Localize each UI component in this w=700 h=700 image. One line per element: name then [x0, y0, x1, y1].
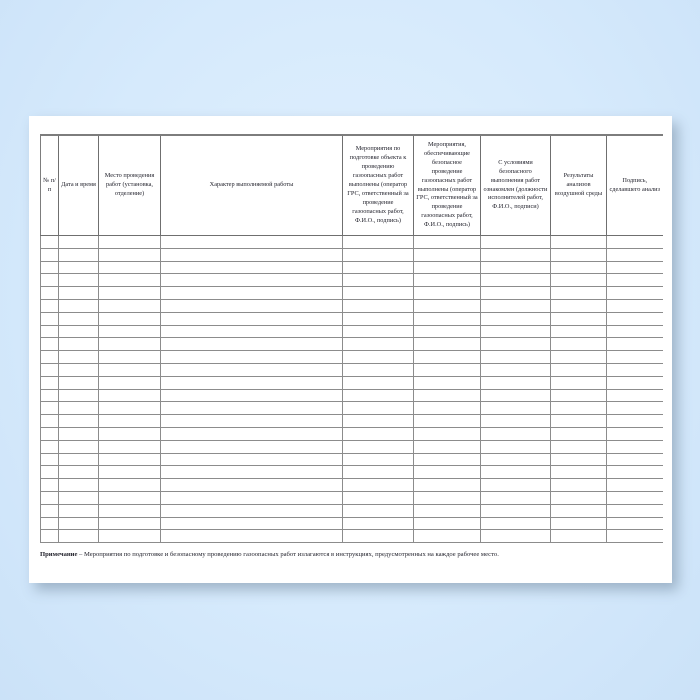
empty-cell-work-nature	[161, 325, 343, 338]
empty-cell-num	[41, 479, 59, 492]
empty-cell-place	[99, 363, 161, 376]
empty-cell-num	[41, 287, 59, 300]
empty-cell-num	[41, 466, 59, 479]
empty-cell-prep-measures	[343, 248, 414, 261]
table-row	[41, 479, 663, 492]
gas-work-log-table	[40, 134, 663, 543]
empty-cell-analyst-sign	[607, 236, 663, 249]
empty-cell-analyst-sign	[607, 338, 663, 351]
empty-cell-acknowledged	[481, 466, 551, 479]
footnote-separator: –	[77, 551, 84, 558]
table-row	[41, 453, 663, 466]
empty-cell-safety-measures	[414, 312, 481, 325]
empty-cell-safety-measures	[414, 261, 481, 274]
empty-cell-acknowledged	[481, 338, 551, 351]
column-header-num: № п/п	[41, 135, 59, 236]
empty-cell-air-analysis	[551, 376, 607, 389]
empty-cell-work-nature	[161, 453, 343, 466]
empty-cell-acknowledged	[481, 261, 551, 274]
empty-cell-place	[99, 466, 161, 479]
empty-cell-analyst-sign	[607, 287, 663, 300]
empty-cell-date-time	[59, 440, 99, 453]
empty-cell-analyst-sign	[607, 389, 663, 402]
empty-cell-date-time	[59, 517, 99, 530]
empty-cell-safety-measures	[414, 351, 481, 364]
empty-cell-work-nature	[161, 517, 343, 530]
empty-cell-acknowledged	[481, 351, 551, 364]
empty-cell-date-time	[59, 338, 99, 351]
empty-cell-work-nature	[161, 491, 343, 504]
empty-cell-analyst-sign	[607, 491, 663, 504]
empty-cell-date-time	[59, 287, 99, 300]
empty-cell-place	[99, 453, 161, 466]
empty-cell-date-time	[59, 236, 99, 249]
empty-cell-acknowledged	[481, 376, 551, 389]
empty-cell-num	[41, 351, 59, 364]
column-header-acknowledged: С условиями безопасного выполнения работ ознакомлен (должности исполнителей работ, Ф.И.О., подписи)	[481, 135, 551, 236]
empty-cell-air-analysis	[551, 236, 607, 249]
empty-cell-air-analysis	[551, 491, 607, 504]
empty-cell-prep-measures	[343, 363, 414, 376]
empty-cell-date-time	[59, 325, 99, 338]
column-header-analyst-sign: Подпись, сделавшего анализ	[607, 135, 663, 236]
empty-cell-analyst-sign	[607, 312, 663, 325]
empty-cell-prep-measures	[343, 517, 414, 530]
column-header-prep-measures: Мероприятия по подготовке объекта к проведению газоопасных работ выполнены (оператор ГРС, ответственный за проведение газоопасных работ, Ф.И.О., подпись)	[343, 135, 414, 236]
empty-cell-place	[99, 415, 161, 428]
empty-cell-safety-measures	[414, 517, 481, 530]
empty-cell-date-time	[59, 504, 99, 517]
empty-cell-prep-measures	[343, 312, 414, 325]
empty-cell-safety-measures	[414, 274, 481, 287]
table-row	[41, 261, 663, 274]
empty-cell-safety-measures	[414, 491, 481, 504]
empty-cell-work-nature	[161, 530, 343, 543]
empty-cell-analyst-sign	[607, 402, 663, 415]
empty-cell-place	[99, 274, 161, 287]
empty-cell-safety-measures	[414, 376, 481, 389]
empty-cell-analyst-sign	[607, 325, 663, 338]
empty-cell-air-analysis	[551, 312, 607, 325]
empty-cell-work-nature	[161, 274, 343, 287]
empty-cell-num	[41, 363, 59, 376]
empty-cell-acknowledged	[481, 415, 551, 428]
empty-cell-analyst-sign	[607, 351, 663, 364]
empty-cell-num	[41, 299, 59, 312]
empty-cell-safety-measures	[414, 427, 481, 440]
empty-cell-num	[41, 338, 59, 351]
empty-cell-air-analysis	[551, 325, 607, 338]
empty-cell-num	[41, 453, 59, 466]
table-row	[41, 299, 663, 312]
empty-cell-date-time	[59, 479, 99, 492]
empty-cell-num	[41, 312, 59, 325]
empty-cell-air-analysis	[551, 351, 607, 364]
empty-cell-air-analysis	[551, 338, 607, 351]
empty-cell-air-analysis	[551, 504, 607, 517]
footnote-label: Примечание	[40, 551, 78, 558]
empty-cell-safety-measures	[414, 479, 481, 492]
empty-cell-num	[41, 376, 59, 389]
empty-cell-acknowledged	[481, 325, 551, 338]
empty-cell-analyst-sign	[607, 248, 663, 261]
table-row	[41, 427, 663, 440]
empty-cell-date-time	[59, 376, 99, 389]
empty-cell-num	[41, 402, 59, 415]
empty-cell-acknowledged	[481, 440, 551, 453]
empty-cell-work-nature	[161, 312, 343, 325]
empty-cell-analyst-sign	[607, 363, 663, 376]
empty-cell-work-nature	[161, 479, 343, 492]
table-row	[41, 363, 663, 376]
empty-cell-prep-measures	[343, 479, 414, 492]
empty-cell-air-analysis	[551, 415, 607, 428]
empty-cell-date-time	[59, 453, 99, 466]
empty-cell-air-analysis	[551, 363, 607, 376]
empty-cell-prep-measures	[343, 338, 414, 351]
empty-cell-analyst-sign	[607, 299, 663, 312]
empty-cell-work-nature	[161, 415, 343, 428]
table-row	[41, 376, 663, 389]
empty-cell-acknowledged	[481, 479, 551, 492]
footnote-text: Мероприятия по подготовке и безопасному проведению газоопасных работ излагаются в инструкциях, предусмотренных на каждое рабочее место.	[83, 551, 499, 558]
empty-cell-place	[99, 248, 161, 261]
table-row	[41, 287, 663, 300]
empty-cell-num	[41, 248, 59, 261]
empty-cell-air-analysis	[551, 453, 607, 466]
empty-cell-work-nature	[161, 466, 343, 479]
empty-cell-work-nature	[161, 376, 343, 389]
empty-cell-acknowledged	[481, 491, 551, 504]
column-header-work-nature: Характер выполняемой работы	[161, 135, 343, 236]
empty-cell-date-time	[59, 351, 99, 364]
empty-cell-num	[41, 530, 59, 543]
empty-cell-prep-measures	[343, 466, 414, 479]
empty-cell-date-time	[59, 248, 99, 261]
empty-cell-air-analysis	[551, 261, 607, 274]
empty-cell-place	[99, 299, 161, 312]
empty-cell-acknowledged	[481, 517, 551, 530]
empty-cell-safety-measures	[414, 363, 481, 376]
empty-cell-acknowledged	[481, 274, 551, 287]
empty-cell-air-analysis	[551, 389, 607, 402]
empty-cell-acknowledged	[481, 236, 551, 249]
table-row	[41, 312, 663, 325]
empty-cell-prep-measures	[343, 351, 414, 364]
empty-cell-analyst-sign	[607, 530, 663, 543]
empty-cell-place	[99, 287, 161, 300]
empty-cell-work-nature	[161, 248, 343, 261]
empty-cell-num	[41, 517, 59, 530]
empty-cell-analyst-sign	[607, 479, 663, 492]
empty-cell-analyst-sign	[607, 453, 663, 466]
column-header-date-time: Дата и время	[59, 135, 99, 236]
empty-cell-air-analysis	[551, 299, 607, 312]
empty-cell-date-time	[59, 274, 99, 287]
empty-cell-place	[99, 517, 161, 530]
empty-cell-work-nature	[161, 299, 343, 312]
empty-cell-air-analysis	[551, 466, 607, 479]
empty-cell-air-analysis	[551, 440, 607, 453]
table-row	[41, 402, 663, 415]
empty-cell-num	[41, 261, 59, 274]
empty-cell-place	[99, 389, 161, 402]
column-header-place: Место проведения работ (установка, отделение)	[99, 135, 161, 236]
column-header-air-analysis: Результаты анализов воздушной среды	[551, 135, 607, 236]
empty-cell-num	[41, 389, 59, 402]
empty-cell-prep-measures	[343, 504, 414, 517]
empty-cell-work-nature	[161, 261, 343, 274]
empty-cell-place	[99, 504, 161, 517]
empty-cell-acknowledged	[481, 427, 551, 440]
empty-cell-prep-measures	[343, 287, 414, 300]
empty-cell-prep-measures	[343, 402, 414, 415]
empty-cell-analyst-sign	[607, 517, 663, 530]
empty-cell-safety-measures	[414, 325, 481, 338]
table-row	[41, 530, 663, 543]
empty-cell-prep-measures	[343, 274, 414, 287]
empty-cell-analyst-sign	[607, 440, 663, 453]
empty-cell-analyst-sign	[607, 376, 663, 389]
table-row	[41, 466, 663, 479]
empty-cell-air-analysis	[551, 287, 607, 300]
table-row	[41, 440, 663, 453]
table-row	[41, 248, 663, 261]
empty-cell-acknowledged	[481, 248, 551, 261]
empty-cell-place	[99, 325, 161, 338]
empty-cell-num	[41, 325, 59, 338]
empty-cell-date-time	[59, 389, 99, 402]
empty-cell-prep-measures	[343, 261, 414, 274]
empty-cell-date-time	[59, 312, 99, 325]
empty-cell-prep-measures	[343, 389, 414, 402]
empty-cell-air-analysis	[551, 530, 607, 543]
empty-cell-acknowledged	[481, 299, 551, 312]
empty-cell-place	[99, 312, 161, 325]
empty-cell-num	[41, 504, 59, 517]
empty-cell-date-time	[59, 261, 99, 274]
empty-cell-work-nature	[161, 440, 343, 453]
empty-cell-work-nature	[161, 427, 343, 440]
empty-cell-safety-measures	[414, 415, 481, 428]
empty-cell-safety-measures	[414, 504, 481, 517]
empty-cell-place	[99, 479, 161, 492]
empty-cell-work-nature	[161, 351, 343, 364]
empty-cell-safety-measures	[414, 389, 481, 402]
empty-cell-date-time	[59, 530, 99, 543]
document-page	[29, 116, 672, 583]
empty-cell-num	[41, 274, 59, 287]
empty-cell-date-time	[59, 415, 99, 428]
empty-cell-analyst-sign	[607, 466, 663, 479]
empty-cell-num	[41, 440, 59, 453]
empty-cell-prep-measures	[343, 299, 414, 312]
empty-cell-analyst-sign	[607, 415, 663, 428]
empty-cell-num	[41, 491, 59, 504]
empty-cell-acknowledged	[481, 504, 551, 517]
table-row	[41, 517, 663, 530]
empty-cell-place	[99, 440, 161, 453]
empty-cell-place	[99, 402, 161, 415]
table-row	[41, 338, 663, 351]
empty-cell-prep-measures	[343, 236, 414, 249]
table-row	[41, 491, 663, 504]
empty-cell-prep-measures	[343, 325, 414, 338]
empty-cell-analyst-sign	[607, 504, 663, 517]
table-row	[41, 351, 663, 364]
empty-cell-air-analysis	[551, 248, 607, 261]
empty-cell-place	[99, 427, 161, 440]
empty-cell-place	[99, 351, 161, 364]
empty-cell-safety-measures	[414, 299, 481, 312]
empty-cell-prep-measures	[343, 453, 414, 466]
empty-cell-analyst-sign	[607, 427, 663, 440]
empty-cell-safety-measures	[414, 248, 481, 261]
table-row	[41, 325, 663, 338]
empty-cell-safety-measures	[414, 402, 481, 415]
empty-cell-safety-measures	[414, 466, 481, 479]
empty-cell-acknowledged	[481, 363, 551, 376]
empty-cell-date-time	[59, 466, 99, 479]
empty-cell-date-time	[59, 299, 99, 312]
empty-cell-work-nature	[161, 402, 343, 415]
empty-cell-place	[99, 236, 161, 249]
empty-cell-air-analysis	[551, 274, 607, 287]
empty-cell-safety-measures	[414, 287, 481, 300]
empty-cell-analyst-sign	[607, 261, 663, 274]
empty-cell-safety-measures	[414, 236, 481, 249]
empty-cell-safety-measures	[414, 440, 481, 453]
empty-cell-air-analysis	[551, 479, 607, 492]
empty-cell-air-analysis	[551, 402, 607, 415]
empty-cell-work-nature	[161, 338, 343, 351]
column-header-safety-measures: Мероприятия, обеспечивающие безопасное проведение газоопасных работ выполнены (оператор ГРС, ответственный за проведение газоопасных работ, Ф.И.О., подпись)	[414, 135, 481, 236]
empty-cell-safety-measures	[414, 530, 481, 543]
empty-cell-work-nature	[161, 363, 343, 376]
empty-cell-acknowledged	[481, 312, 551, 325]
empty-cell-num	[41, 415, 59, 428]
empty-cell-place	[99, 261, 161, 274]
table-row	[41, 236, 663, 249]
empty-cell-safety-measures	[414, 453, 481, 466]
table-row	[41, 504, 663, 517]
empty-cell-acknowledged	[481, 287, 551, 300]
empty-cell-num	[41, 236, 59, 249]
empty-cell-work-nature	[161, 287, 343, 300]
empty-cell-acknowledged	[481, 402, 551, 415]
empty-cell-date-time	[59, 402, 99, 415]
empty-cell-prep-measures	[343, 491, 414, 504]
empty-cell-safety-measures	[414, 338, 481, 351]
empty-cell-date-time	[59, 363, 99, 376]
empty-cell-work-nature	[161, 236, 343, 249]
empty-cell-date-time	[59, 427, 99, 440]
empty-cell-place	[99, 530, 161, 543]
empty-cell-acknowledged	[481, 530, 551, 543]
empty-cell-acknowledged	[481, 389, 551, 402]
empty-cell-prep-measures	[343, 440, 414, 453]
empty-cell-air-analysis	[551, 517, 607, 530]
table-row	[41, 389, 663, 402]
empty-cell-num	[41, 427, 59, 440]
empty-cell-prep-measures	[343, 415, 414, 428]
empty-cell-air-analysis	[551, 427, 607, 440]
empty-cell-date-time	[59, 491, 99, 504]
table-header-row	[41, 135, 663, 236]
table-row	[41, 415, 663, 428]
empty-cell-work-nature	[161, 504, 343, 517]
empty-cell-work-nature	[161, 389, 343, 402]
empty-cell-place	[99, 338, 161, 351]
empty-cell-place	[99, 376, 161, 389]
footnote	[40, 550, 662, 559]
empty-cell-prep-measures	[343, 427, 414, 440]
empty-cell-prep-measures	[343, 376, 414, 389]
empty-cell-prep-measures	[343, 530, 414, 543]
table-row	[41, 274, 663, 287]
empty-cell-acknowledged	[481, 453, 551, 466]
empty-cell-place	[99, 491, 161, 504]
empty-cell-analyst-sign	[607, 274, 663, 287]
